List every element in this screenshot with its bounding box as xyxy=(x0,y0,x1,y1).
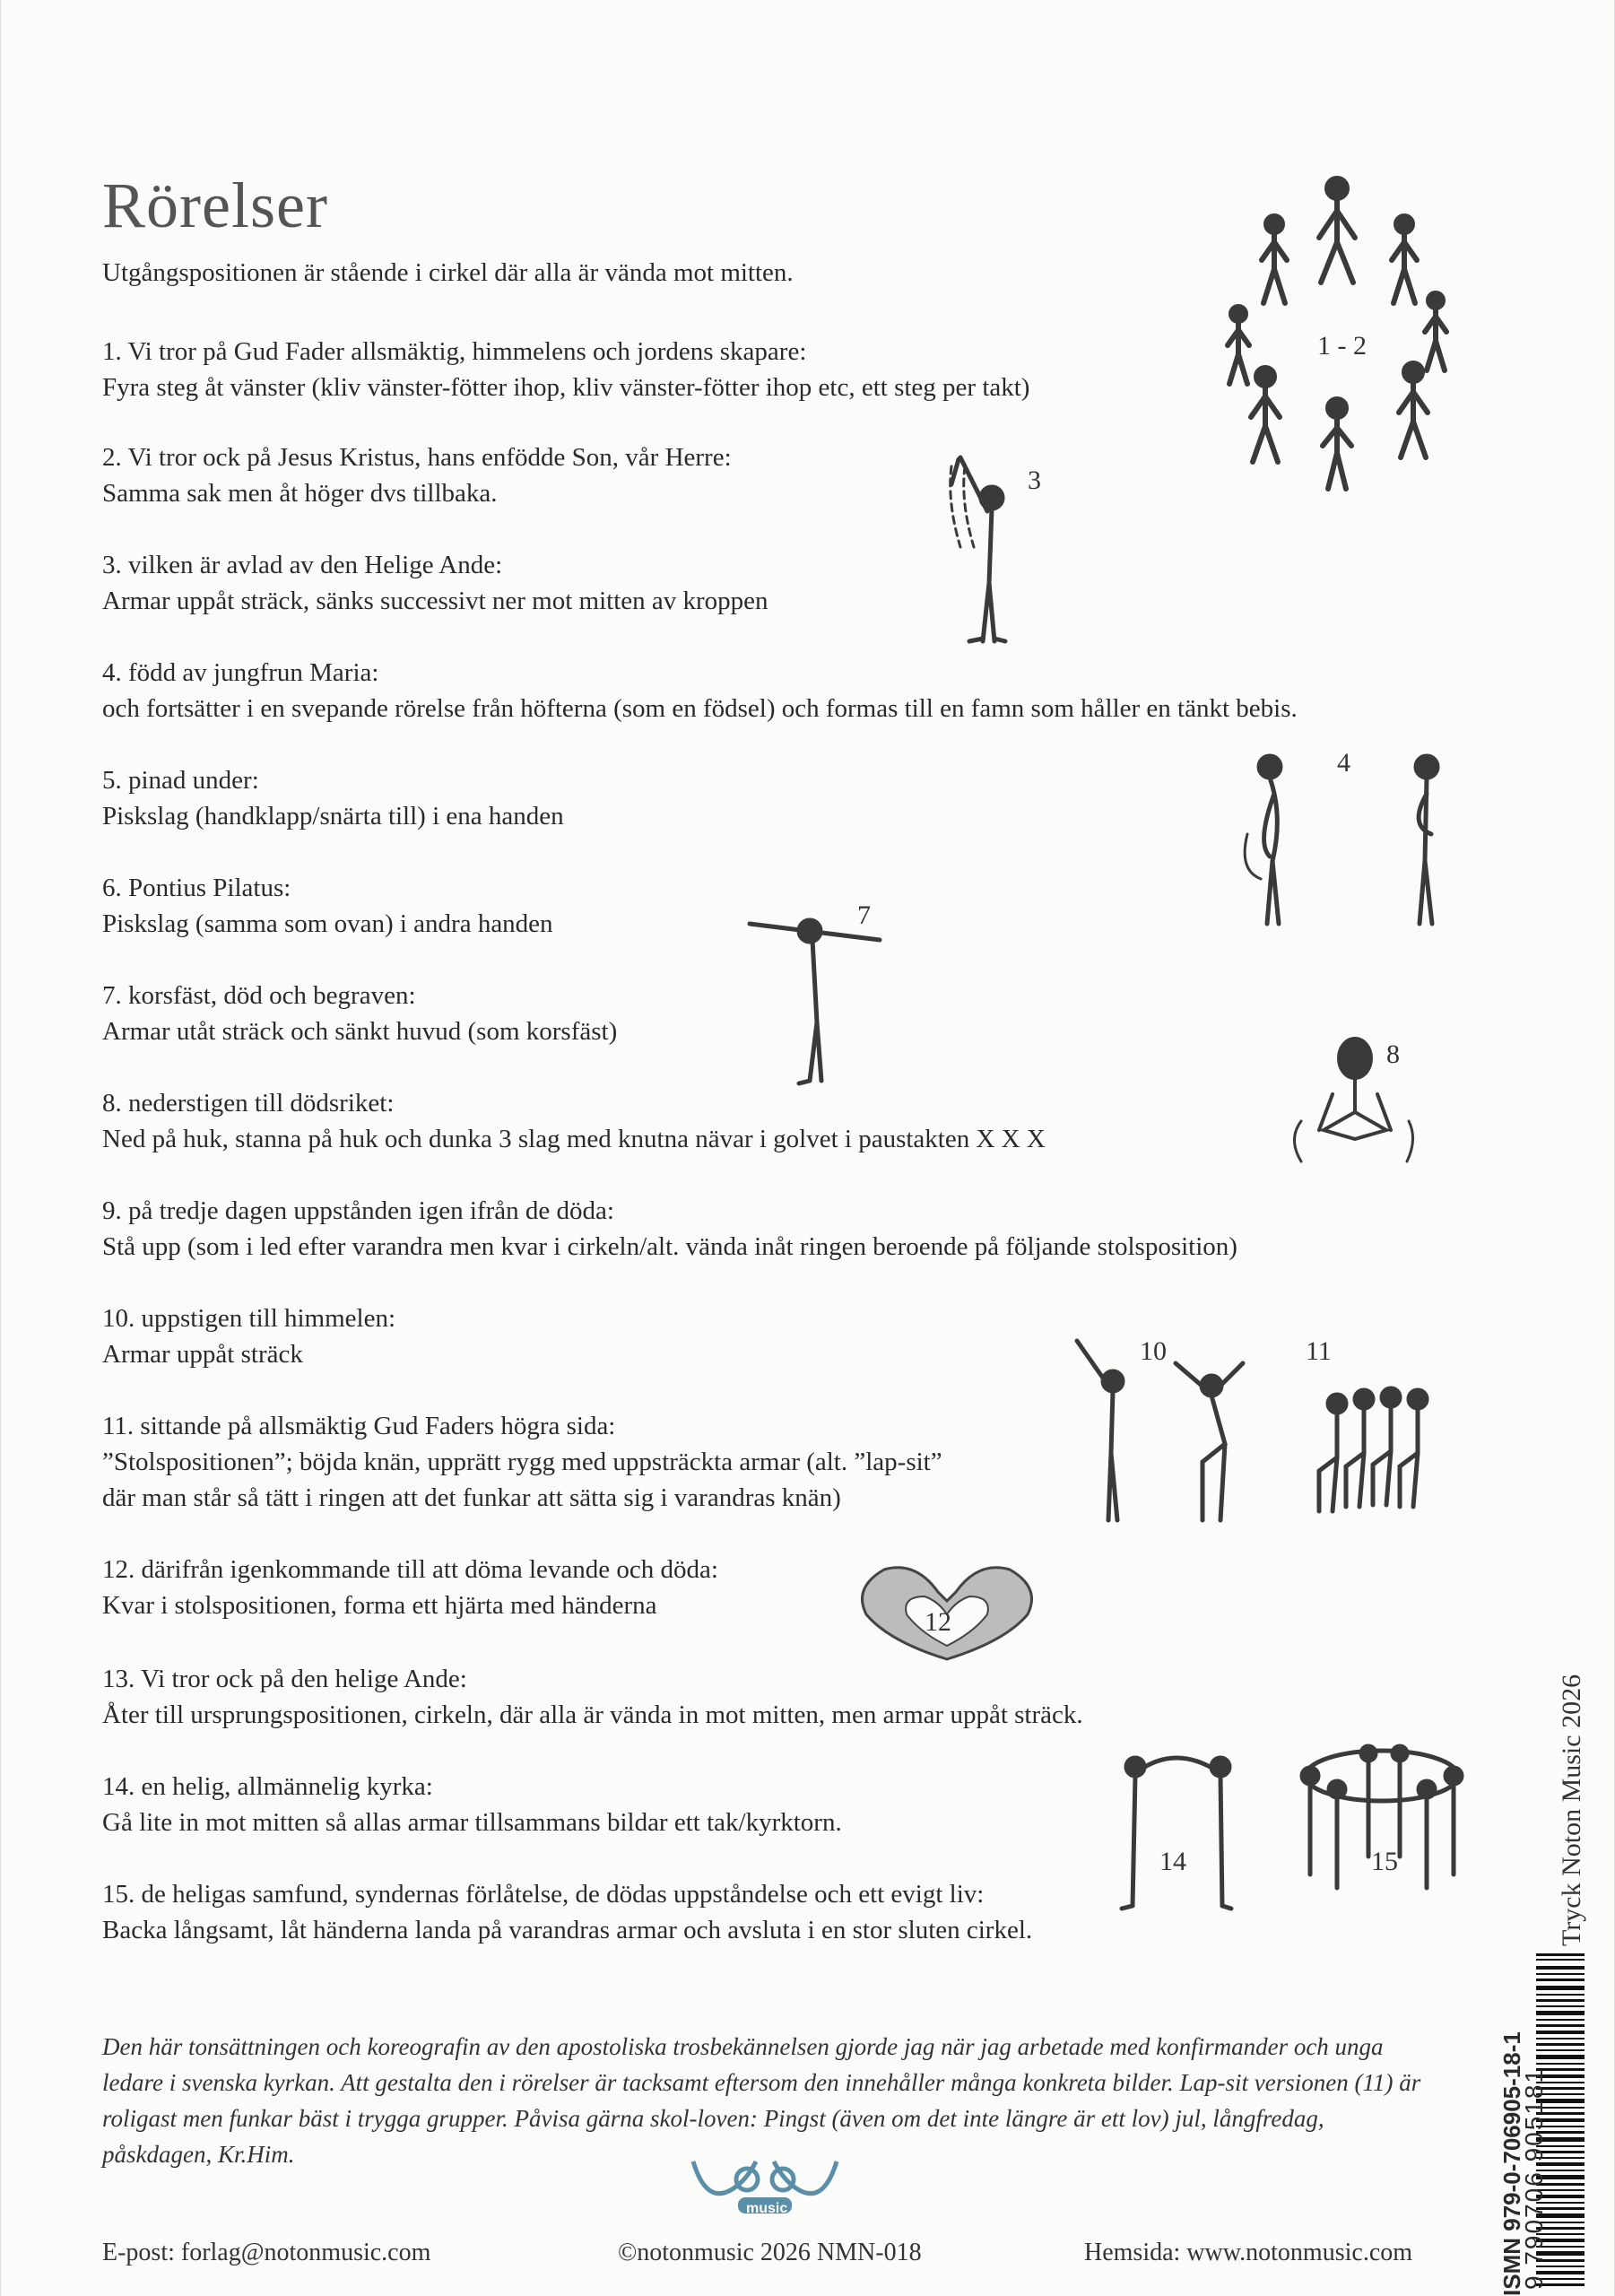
ismn-number: ISMN 979-0-706905-18-1 xyxy=(1498,2031,1525,2296)
footer-email[interactable]: E-post: forlag@notonmusic.com xyxy=(102,2239,431,2266)
intro-text: Utgångspositionen är stående i cirkel där alla är vända mot mitten. xyxy=(102,258,794,287)
figure-label-8: 8 xyxy=(1386,1039,1400,1069)
step-9-description: Stå upp (som i led efter varandra men kvar i cirkeln/alt. vända inåt ringen beroende på följande stolsposition) xyxy=(102,1232,1237,1261)
figure-label-15: 15 xyxy=(1371,1847,1398,1876)
step-13 xyxy=(102,1661,1083,1733)
figure-15 xyxy=(1292,1740,1472,1901)
step-8-description: Ned på huk, stanna på huk och dunka 3 slag med knutna nävar i golvet i paustakten X X X xyxy=(102,1125,1046,1153)
step-7-quote: 7. korsfäst, död och begraven: xyxy=(102,981,416,1010)
step-14 xyxy=(102,1769,842,1840)
step-1-quote: 1. Vi tror på Gud Fader allsmäktig, himmelens och jordens skapare: xyxy=(102,337,807,366)
step-2-quote: 2. Vi tror ock på Jesus Kristus, hans enfödde Son, vår Herre: xyxy=(102,443,732,472)
step-12-quote: 12. därifrån igenkommande till att döma levande och döda: xyxy=(102,1555,718,1584)
step-2-description: Samma sak men åt höger dvs tillbaka. xyxy=(102,479,498,508)
step-12 xyxy=(102,1552,718,1623)
figure-label-1-2: 1 - 2 xyxy=(1317,331,1367,361)
step-3-quote: 3. vilken är avlad av den Helige Ande: xyxy=(102,551,503,579)
step-11 xyxy=(102,1408,942,1516)
step-9 xyxy=(102,1193,1237,1265)
page-title: Rörelser xyxy=(102,170,328,241)
step-5-description: Piskslag (handklapp/snärta till) i ena handen xyxy=(102,802,564,831)
logo-text: music xyxy=(746,2201,788,2216)
figure-12-heart-hands xyxy=(853,1561,1041,1668)
step-6 xyxy=(102,870,553,942)
step-4 xyxy=(102,655,1298,726)
barcode-digits: 9 790706 905181 xyxy=(1520,2067,1548,2290)
step-9-quote: 9. på tredje dagen uppstånden igen ifrån de döda: xyxy=(102,1196,614,1225)
figure-label-7: 7 xyxy=(857,900,871,930)
figure-label-14: 14 xyxy=(1159,1847,1186,1876)
step-8-quote: 8. nederstigen till dödsriket: xyxy=(102,1089,395,1118)
step-1-description: Fyra steg åt vänster (kliv vänster-fötter ihop, kliv vänster-fötter ihop etc, ett steg per takt) xyxy=(102,373,1030,402)
step-13-quote: 13. Vi tror ock på den helige Ande: xyxy=(102,1665,467,1693)
figure-circle-1-2 xyxy=(1203,170,1454,493)
step-11-quote: 11. sittande på allsmäktig Gud Faders högra sida: xyxy=(102,1412,616,1440)
step-13-description: Åter till ursprungspositionen, cirkeln, där alla är vända in mot mitten, men armar uppåt sträck. xyxy=(102,1700,1083,1729)
footer-copyright: ©notonmusic 2026 NMN-018 xyxy=(618,2239,922,2266)
step-14-description: Gå lite in mot mitten så allas armar tillsammans bildar ett tak/kyrktorn. xyxy=(102,1808,842,1837)
author-note: Den här tonsättningen och koreografin av den apostoliska trosbekännelsen gjorde jag när jag arbetade med konfirmander och unga ledare i svenska kyrkan. Att gestalta den i rörelser är tacksamt eftersom den innehåller många konkreta bilder. Lap-sit versionen (11) är roligast men funkar bäst i trygga grupper. Påvisa gärna skol-loven: Pingst (även om det inte längre är ett lov) jul, långfredag, påskdagen, Kr.Him. xyxy=(102,2033,1421,2168)
figure-3 xyxy=(933,448,1059,655)
print-info-vertical: Tryck Noton Music 2026 xyxy=(1557,1674,1586,1946)
step-4-description: och fortsätter i en svepande rörelse från höfterna (som en födsel) och formas till en famn som håller en tänkt bebis. xyxy=(102,694,1298,723)
step-8 xyxy=(102,1085,1046,1157)
step-15 xyxy=(102,1876,1032,1948)
figure-14 xyxy=(1113,1749,1238,1919)
figure-8 xyxy=(1283,1031,1445,1175)
step-6-quote: 6. Pontius Pilatus: xyxy=(102,874,291,902)
figure-10-11 xyxy=(1059,1327,1463,1534)
step-10 xyxy=(102,1300,395,1372)
step-5-quote: 5. pinad under: xyxy=(102,766,259,795)
step-11-description-cont: där man står så tätt i ringen att det funkar att sätta sig i varandras knän) xyxy=(102,1483,841,1512)
step-7-description: Armar utåt sträck och sänkt huvud (som korsfäst) xyxy=(102,1017,618,1046)
step-12-description: Kvar i stolspositionen, forma ett hjärta med händerna xyxy=(102,1591,657,1620)
figure-4 xyxy=(1229,744,1472,942)
figure-7 xyxy=(745,897,907,1094)
step-15-quote: 15. de heligas samfund, syndernas förlåtelse, de dödas uppståndelse och ett evigt liv: xyxy=(102,1880,985,1909)
step-11-description: ”Stolspositionen”; böjda knän, upprätt rygg med uppsträckta armar (alt. ”lap-sit” xyxy=(102,1448,942,1476)
step-2 xyxy=(102,439,732,511)
figure-label-11: 11 xyxy=(1306,1336,1332,1366)
step-7 xyxy=(102,978,617,1049)
step-4-quote: 4. född av jungfrun Maria: xyxy=(102,658,379,687)
step-6-description: Piskslag (samma som ovan) i andra handen xyxy=(102,909,553,938)
step-10-description: Armar uppåt sträck xyxy=(102,1340,303,1369)
step-3-description: Armar uppåt sträck, sänks successivt ner mot mitten av kroppen xyxy=(102,587,768,615)
step-10-quote: 10. uppstigen till himmelen: xyxy=(102,1304,396,1333)
step-5 xyxy=(102,762,564,834)
figure-label-3: 3 xyxy=(1028,465,1041,495)
footer-website[interactable]: Hemsida: www.notonmusic.com xyxy=(1084,2239,1413,2266)
step-14-quote: 14. en helig, allmännelig kyrka: xyxy=(102,1772,433,1801)
figure-label-12: 12 xyxy=(925,1607,951,1637)
figure-label-4: 4 xyxy=(1337,748,1350,778)
step-1 xyxy=(102,334,1029,405)
step-15-description: Backa långsamt, låt händerna landa på varandras armar och avsluta i en stor sluten cirkel. xyxy=(102,1916,1033,1944)
figure-label-10: 10 xyxy=(1140,1336,1167,1366)
step-3 xyxy=(102,547,768,619)
